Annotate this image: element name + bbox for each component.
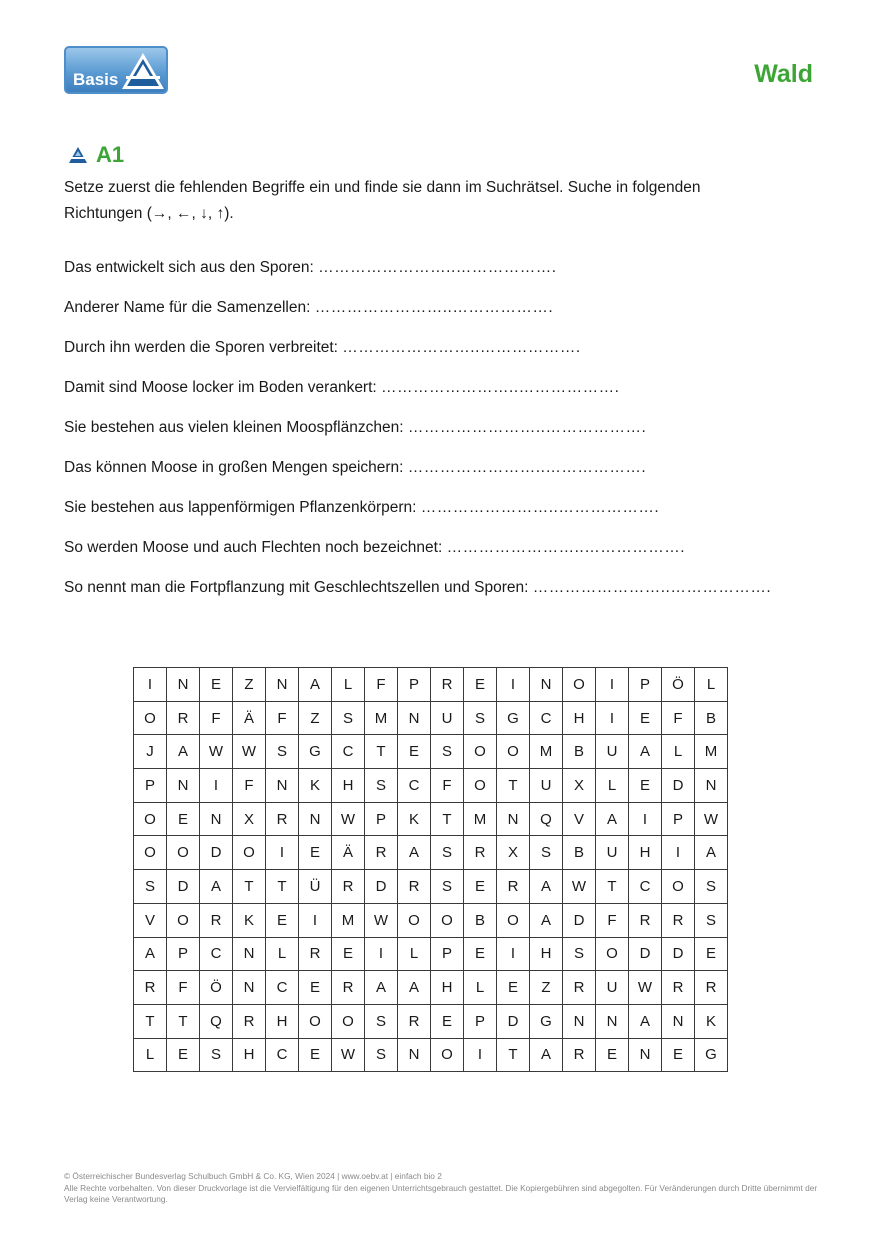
grid-cell[interactable]: S xyxy=(530,836,563,870)
grid-cell[interactable]: W xyxy=(365,903,398,937)
answer-blank[interactable]: ……………………..………………. xyxy=(532,579,772,596)
grid-cell[interactable]: N xyxy=(398,701,431,735)
grid-cell[interactable]: I xyxy=(596,668,629,702)
grid-row xyxy=(134,937,728,971)
grid-cell[interactable]: P xyxy=(365,802,398,836)
basis-triangle-icon xyxy=(120,51,166,91)
grid-cell[interactable]: S xyxy=(365,1038,398,1072)
grid-cell[interactable]: P xyxy=(398,668,431,702)
question-9 xyxy=(64,579,771,597)
grid-cell[interactable]: O xyxy=(167,903,200,937)
grid-cell[interactable]: U xyxy=(596,836,629,870)
grid-cell[interactable]: R xyxy=(497,870,530,904)
footer-copyright: © Österreichischer Bundesverlag Schulbuch GmbH & Co. KG, Wien 2024 | www.oebv.at | einfach bio 2 xyxy=(64,1171,442,1181)
answer-blank[interactable]: ……………………..………………. xyxy=(381,379,620,396)
grid-cell[interactable]: S xyxy=(431,735,464,769)
grid-cell[interactable]: O xyxy=(464,735,497,769)
question-text: Damit sind Moose locker im Boden verankert: xyxy=(64,379,377,396)
grid-cell[interactable]: O xyxy=(662,870,695,904)
grid-cell[interactable]: E xyxy=(695,937,728,971)
grid-cell[interactable]: Ö xyxy=(200,971,233,1005)
grid-cell[interactable]: Ü xyxy=(299,870,332,904)
grid-cell[interactable]: N xyxy=(662,1004,695,1038)
grid-cell[interactable]: V xyxy=(563,802,596,836)
grid-cell[interactable]: S xyxy=(365,1004,398,1038)
grid-cell[interactable]: O xyxy=(497,903,530,937)
grid-cell[interactable]: O xyxy=(134,701,167,735)
grid-cell[interactable]: O xyxy=(497,735,530,769)
grid-cell[interactable]: E xyxy=(497,971,530,1005)
grid-cell[interactable]: I xyxy=(596,701,629,735)
grid-cell[interactable]: S xyxy=(200,1038,233,1072)
grid-cell[interactable]: N xyxy=(233,971,266,1005)
grid-cell[interactable]: F xyxy=(365,668,398,702)
grid-cell[interactable]: L xyxy=(662,735,695,769)
grid-cell[interactable]: H xyxy=(233,1038,266,1072)
grid-cell[interactable]: G xyxy=(497,701,530,735)
task-heading xyxy=(68,142,124,168)
grid-cell[interactable]: F xyxy=(662,701,695,735)
grid-cell[interactable]: I xyxy=(629,802,662,836)
grid-cell[interactable]: N xyxy=(233,937,266,971)
grid-row xyxy=(134,1004,728,1038)
grid-cell[interactable]: C xyxy=(266,971,299,1005)
grid-cell[interactable]: E xyxy=(464,668,497,702)
question-text: Anderer Name für die Samenzellen: xyxy=(64,299,311,316)
question-text: So nennt man die Fortpflanzung mit Geschlechtszellen und Sporen: xyxy=(64,579,529,596)
grid-cell[interactable]: O xyxy=(398,903,431,937)
grid-cell[interactable]: R xyxy=(167,701,200,735)
grid-cell[interactable]: R xyxy=(233,1004,266,1038)
grid-cell[interactable]: M xyxy=(332,903,365,937)
grid-cell[interactable]: O xyxy=(167,836,200,870)
grid-cell[interactable]: R xyxy=(398,1004,431,1038)
grid-cell[interactable]: D xyxy=(563,903,596,937)
grid-cell[interactable]: N xyxy=(497,802,530,836)
grid-cell[interactable]: O xyxy=(332,1004,365,1038)
grid-cell[interactable]: D xyxy=(365,870,398,904)
grid-cell[interactable]: P xyxy=(662,802,695,836)
grid-cell[interactable]: S xyxy=(431,836,464,870)
grid-cell[interactable]: W xyxy=(629,971,662,1005)
grid-cell[interactable]: O xyxy=(233,836,266,870)
grid-cell[interactable]: M xyxy=(365,701,398,735)
grid-cell[interactable]: Z xyxy=(233,668,266,702)
grid-cell[interactable]: E xyxy=(200,668,233,702)
grid-cell[interactable]: I xyxy=(497,668,530,702)
grid-cell[interactable]: F xyxy=(200,701,233,735)
grid-cell[interactable]: P xyxy=(629,668,662,702)
footer xyxy=(64,1171,824,1206)
question-text: So werden Moose und auch Flechten noch bezeichnet: xyxy=(64,539,443,556)
grid-cell[interactable]: M xyxy=(464,802,497,836)
grid-cell[interactable]: S xyxy=(695,870,728,904)
grid-cell[interactable]: N xyxy=(266,668,299,702)
grid-cell[interactable]: H xyxy=(332,769,365,803)
grid-cell[interactable]: E xyxy=(266,903,299,937)
grid-cell[interactable]: R xyxy=(398,870,431,904)
question-text: Durch ihn werden die Sporen verbreitet: xyxy=(64,339,338,356)
word-search-grid xyxy=(133,667,728,1072)
grid-cell[interactable]: E xyxy=(431,1004,464,1038)
grid-cell[interactable]: C xyxy=(200,937,233,971)
grid-cell[interactable]: I xyxy=(497,937,530,971)
instruction-line-2: Richtungen (→, ←, ↓, ↑). xyxy=(64,205,234,222)
grid-cell[interactable]: N xyxy=(266,769,299,803)
grid-cell[interactable]: E xyxy=(629,769,662,803)
grid-cell[interactable]: M xyxy=(695,735,728,769)
grid-cell[interactable]: K xyxy=(233,903,266,937)
grid-cell[interactable]: E xyxy=(596,1038,629,1072)
grid-cell[interactable]: R xyxy=(365,836,398,870)
grid-row xyxy=(134,971,728,1005)
grid-cell[interactable]: R xyxy=(464,836,497,870)
answer-blank[interactable]: ……………………..………………. xyxy=(314,299,554,316)
grid-cell[interactable]: F xyxy=(266,701,299,735)
grid-cell[interactable]: R xyxy=(332,870,365,904)
grid-cell[interactable]: E xyxy=(629,701,662,735)
grid-cell[interactable]: A xyxy=(530,1038,563,1072)
question-text: Das entwickelt sich aus den Sporen: xyxy=(64,259,314,276)
grid-cell[interactable]: O xyxy=(431,1038,464,1072)
grid-cell[interactable]: A xyxy=(530,903,563,937)
grid-cell[interactable]: T xyxy=(266,870,299,904)
grid-cell[interactable]: C xyxy=(332,735,365,769)
grid-cell[interactable]: P xyxy=(167,937,200,971)
grid-cell[interactable]: X xyxy=(233,802,266,836)
grid-cell[interactable]: H xyxy=(431,971,464,1005)
logo-text: Basis xyxy=(73,70,119,89)
grid-cell[interactable]: I xyxy=(662,836,695,870)
grid-cell[interactable]: D xyxy=(167,870,200,904)
question-text: Das können Moose in großen Mengen speichern: xyxy=(64,459,404,476)
grid-cell[interactable]: S xyxy=(695,903,728,937)
grid-cell[interactable]: O xyxy=(596,937,629,971)
grid-row xyxy=(134,903,728,937)
grid-cell[interactable]: E xyxy=(662,1038,695,1072)
grid-cell[interactable]: G xyxy=(530,1004,563,1038)
grid-cell[interactable]: N xyxy=(563,1004,596,1038)
grid-cell[interactable]: C xyxy=(398,769,431,803)
grid-cell[interactable]: Q xyxy=(200,1004,233,1038)
grid-cell[interactable]: X xyxy=(497,836,530,870)
grid-cell[interactable]: R xyxy=(629,903,662,937)
grid-cell[interactable]: N xyxy=(695,769,728,803)
grid-row xyxy=(134,870,728,904)
grid-cell[interactable]: I xyxy=(464,1038,497,1072)
grid-cell[interactable]: Z xyxy=(299,701,332,735)
grid-cell[interactable]: E xyxy=(464,937,497,971)
grid-cell[interactable]: L xyxy=(266,937,299,971)
grid-cell[interactable]: T xyxy=(596,870,629,904)
grid-cell[interactable]: R xyxy=(563,1038,596,1072)
grid-cell[interactable]: A xyxy=(398,971,431,1005)
grid-cell[interactable]: O xyxy=(134,836,167,870)
grid-cell[interactable]: A xyxy=(596,802,629,836)
grid-cell[interactable]: B xyxy=(563,735,596,769)
grid-cell[interactable]: H xyxy=(530,937,563,971)
grid-cell[interactable]: N xyxy=(629,1038,662,1072)
grid-cell[interactable]: E xyxy=(299,1038,332,1072)
grid-cell[interactable]: S xyxy=(431,870,464,904)
grid-cell[interactable]: W xyxy=(200,735,233,769)
grid-cell[interactable]: K xyxy=(299,769,332,803)
grid-cell[interactable]: R xyxy=(431,668,464,702)
grid-cell[interactable]: T xyxy=(497,769,530,803)
grid-cell[interactable]: A xyxy=(299,668,332,702)
grid-cell[interactable]: G xyxy=(299,735,332,769)
grid-cell[interactable]: R xyxy=(200,903,233,937)
grid-cell[interactable]: D xyxy=(497,1004,530,1038)
grid-cell[interactable]: I xyxy=(200,769,233,803)
grid-cell[interactable]: T xyxy=(167,1004,200,1038)
grid-cell[interactable]: E xyxy=(464,870,497,904)
grid-cell[interactable]: L xyxy=(134,1038,167,1072)
grid-cell[interactable]: S xyxy=(134,870,167,904)
question-6 xyxy=(64,459,646,477)
grid-cell[interactable]: C xyxy=(629,870,662,904)
grid-row xyxy=(134,836,728,870)
grid-cell[interactable]: N xyxy=(398,1038,431,1072)
grid-cell[interactable]: T xyxy=(233,870,266,904)
grid-cell[interactable]: O xyxy=(464,769,497,803)
grid-cell[interactable]: Ä xyxy=(332,836,365,870)
question-7 xyxy=(64,499,659,517)
grid-cell[interactable]: D xyxy=(629,937,662,971)
grid-cell[interactable]: W xyxy=(233,735,266,769)
grid-cell[interactable]: Ä xyxy=(233,701,266,735)
grid-cell[interactable]: R xyxy=(695,971,728,1005)
grid-cell[interactable]: B xyxy=(464,903,497,937)
question-1 xyxy=(64,259,557,277)
grid-cell[interactable]: L xyxy=(398,937,431,971)
instruction-line-1: Setze zuerst die fehlenden Begriffe ein und finde sie dann im Suchrätsel. Suche in folgenden xyxy=(64,179,701,196)
footer-rights: Alle Rechte vorbehalten. Von dieser Druckvorlage ist die Vervielfältigung für den eigenen Unterrichtsgebrauch gestattet. Die Kopiergebühren sind abgegolten. Für Veränderungen durch Dritte übernimmt der Verlag keine Verantwortung. xyxy=(64,1182,818,1204)
grid-row xyxy=(134,735,728,769)
grid-cell[interactable]: A xyxy=(134,937,167,971)
grid-cell[interactable]: M xyxy=(530,735,563,769)
grid-cell[interactable]: H xyxy=(629,836,662,870)
grid-cell[interactable]: R xyxy=(662,903,695,937)
grid-cell[interactable]: N xyxy=(299,802,332,836)
grid-row xyxy=(134,1038,728,1072)
grid-cell[interactable]: N xyxy=(530,668,563,702)
grid-cell[interactable]: C xyxy=(266,1038,299,1072)
grid-cell[interactable]: J xyxy=(134,735,167,769)
grid-cell[interactable]: D xyxy=(662,769,695,803)
grid-cell[interactable]: D xyxy=(662,937,695,971)
grid-cell[interactable]: H xyxy=(563,701,596,735)
grid-cell[interactable]: O xyxy=(299,1004,332,1038)
grid-cell[interactable]: X xyxy=(563,769,596,803)
grid-cell[interactable]: A xyxy=(365,971,398,1005)
grid-cell[interactable]: U xyxy=(596,735,629,769)
grid-cell[interactable]: N xyxy=(596,1004,629,1038)
grid-cell[interactable]: B xyxy=(695,701,728,735)
grid-cell[interactable]: T xyxy=(497,1038,530,1072)
grid-cell[interactable]: O xyxy=(134,802,167,836)
question-8 xyxy=(64,539,685,557)
grid-cell[interactable]: N xyxy=(167,769,200,803)
grid-cell[interactable]: E xyxy=(299,836,332,870)
grid-cell[interactable]: L xyxy=(596,769,629,803)
question-3 xyxy=(64,339,581,357)
grid-cell[interactable]: Ö xyxy=(662,668,695,702)
task-label: A1 xyxy=(96,142,125,167)
grid-cell[interactable]: L xyxy=(695,668,728,702)
grid-cell[interactable]: W xyxy=(332,802,365,836)
grid-cell[interactable]: N xyxy=(167,668,200,702)
answer-blank[interactable]: ……………………..………………. xyxy=(407,459,647,476)
grid-cell[interactable]: H xyxy=(266,1004,299,1038)
grid-cell[interactable]: A xyxy=(629,735,662,769)
grid-cell[interactable]: I xyxy=(134,668,167,702)
grid-cell[interactable]: I xyxy=(266,836,299,870)
grid-cell[interactable]: W xyxy=(332,1038,365,1072)
grid-cell[interactable]: R xyxy=(299,937,332,971)
grid-cell[interactable]: N xyxy=(200,802,233,836)
grid-cell[interactable]: W xyxy=(695,802,728,836)
answer-blank[interactable]: ……………………..………………. xyxy=(407,419,647,436)
question-text: Sie bestehen aus lappenförmigen Pflanzenkörpern: xyxy=(64,499,417,516)
question-5 xyxy=(64,419,646,437)
grid-cell[interactable]: A xyxy=(695,836,728,870)
grid-cell[interactable]: I xyxy=(365,937,398,971)
question-text: Sie bestehen aus vielen kleinen Moospflänzchen: xyxy=(64,419,404,436)
grid-cell[interactable]: R xyxy=(266,802,299,836)
grid-cell[interactable]: L xyxy=(464,971,497,1005)
answer-blank[interactable]: ……………………..………………. xyxy=(446,539,686,556)
grid-cell[interactable]: V xyxy=(134,903,167,937)
grid-cell[interactable]: F xyxy=(233,769,266,803)
grid-cell[interactable]: R xyxy=(662,971,695,1005)
grid-cell[interactable]: T xyxy=(134,1004,167,1038)
grid-cell[interactable]: I xyxy=(299,903,332,937)
grid-cell[interactable]: D xyxy=(200,836,233,870)
grid-cell[interactable]: K xyxy=(398,802,431,836)
grid-cell[interactable]: R xyxy=(563,971,596,1005)
grid-cell[interactable]: S xyxy=(365,769,398,803)
grid-cell[interactable]: U xyxy=(596,971,629,1005)
question-2 xyxy=(64,299,553,317)
grid-cell[interactable]: K xyxy=(695,1004,728,1038)
question-4 xyxy=(64,379,619,397)
grid-cell[interactable]: C xyxy=(530,701,563,735)
grid-cell[interactable]: A xyxy=(629,1004,662,1038)
grid-cell[interactable]: O xyxy=(431,903,464,937)
answer-blank[interactable]: ……………………..………………. xyxy=(318,259,557,276)
grid-row xyxy=(134,802,728,836)
grid-cell[interactable]: P xyxy=(464,1004,497,1038)
grid-cell[interactable]: E xyxy=(398,735,431,769)
grid-cell[interactable]: E xyxy=(167,802,200,836)
grid-cell[interactable]: E xyxy=(299,971,332,1005)
grid-cell[interactable]: S xyxy=(332,701,365,735)
grid-cell[interactable]: A xyxy=(167,735,200,769)
answer-blank[interactable]: ……………………..………………. xyxy=(342,339,581,356)
grid-row xyxy=(134,701,728,735)
answer-blank[interactable]: ……………………..………………. xyxy=(420,499,660,516)
grid-cell[interactable]: S xyxy=(464,701,497,735)
grid-cell[interactable]: Q xyxy=(530,802,563,836)
grid-cell[interactable]: F xyxy=(431,769,464,803)
grid-cell[interactable]: Z xyxy=(530,971,563,1005)
basis-logo xyxy=(64,46,168,94)
basis-level-icon xyxy=(68,146,88,164)
grid-cell[interactable]: U xyxy=(530,769,563,803)
grid-cell[interactable]: T xyxy=(431,802,464,836)
grid-cell[interactable]: G xyxy=(695,1038,728,1072)
grid-cell[interactable]: A xyxy=(200,870,233,904)
grid-cell[interactable]: B xyxy=(563,836,596,870)
grid-cell[interactable]: E xyxy=(332,937,365,971)
grid-cell[interactable]: R xyxy=(134,971,167,1005)
grid-cell[interactable]: A xyxy=(530,870,563,904)
grid-cell[interactable]: L xyxy=(332,668,365,702)
grid-cell[interactable]: F xyxy=(596,903,629,937)
grid-cell[interactable]: S xyxy=(563,937,596,971)
grid-row xyxy=(134,668,728,702)
grid-row xyxy=(134,769,728,803)
grid-cell[interactable]: A xyxy=(398,836,431,870)
task-instructions xyxy=(64,175,784,227)
grid-cell[interactable]: P xyxy=(431,937,464,971)
topic-title: Wald xyxy=(754,60,813,88)
grid-cell[interactable]: F xyxy=(167,971,200,1005)
grid-cell[interactable]: T xyxy=(365,735,398,769)
grid-cell[interactable]: O xyxy=(563,668,596,702)
grid-cell[interactable]: P xyxy=(134,769,167,803)
grid-cell[interactable]: W xyxy=(563,870,596,904)
grid-cell[interactable]: U xyxy=(431,701,464,735)
grid-cell[interactable]: E xyxy=(167,1038,200,1072)
grid-cell[interactable]: S xyxy=(266,735,299,769)
grid-cell[interactable]: R xyxy=(332,971,365,1005)
